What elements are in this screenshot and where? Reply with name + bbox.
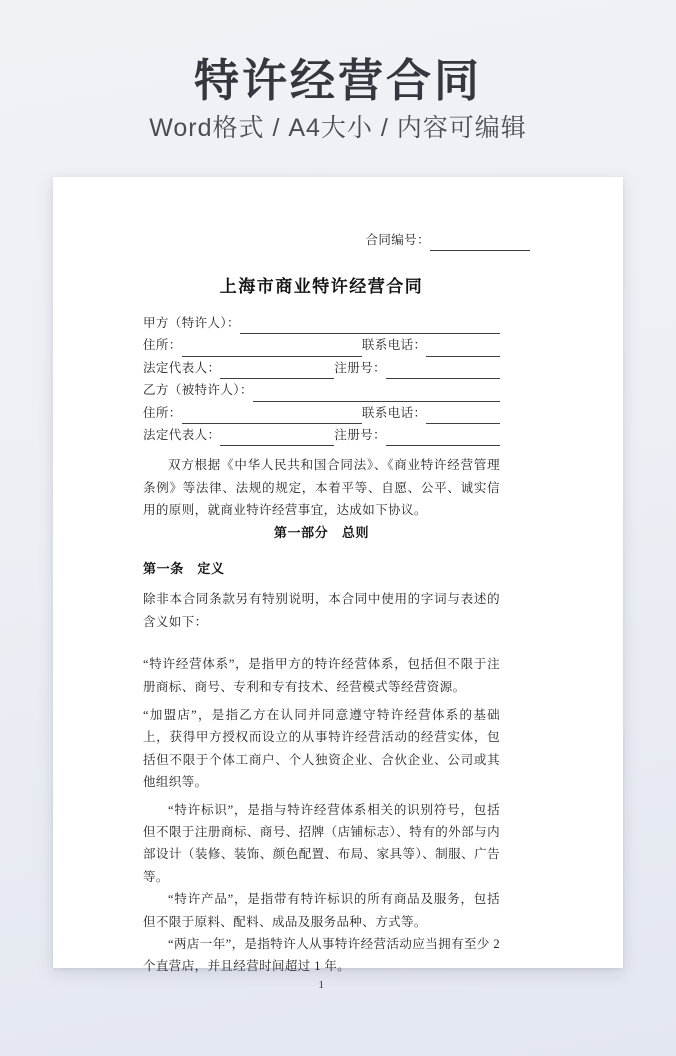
page-number: 1 [318,978,325,991]
address-blank-line [182,408,362,424]
party-a-label: 甲方（特许人）： [143,315,240,330]
form-row-legal-rep-b [143,424,500,446]
hero-title: 特许经营合同 [193,55,482,106]
registration-no-blank-line [386,430,500,446]
form-row-party-b [143,379,500,401]
registration-no-label: 注册号： [334,427,387,442]
parties-form [143,312,500,446]
document-content [53,177,623,992]
legal-rep-label: 法定代表人： [143,427,221,442]
phone-label: 联系电话： [361,405,427,420]
a4-document-page [53,177,623,991]
intro-paragraph: 双方根据《中华人民共和国合同法》、《商业特许经营管理条例》等法律、法规的规定，本着平等、自愿、公平、诚实信用的原则，就商业特许经营事宜，达成如下协议。 [143,458,500,518]
definition-two-stores-one-year: “两店一年”，是指特许人从事特许经营活动应当拥有至少 2 个直营店，并且经营时间超过 1 年。 [143,937,500,974]
legal-rep-label: 法定代表人： [143,360,221,375]
registration-no-blank-line [386,363,500,379]
definition-franchise-products: “特许产品”，是指带有特许标识的所有商品及服务，包括但不限于原料、配料、成品及服务品种、方式等。 [143,892,500,929]
contract-number-blank-line [430,235,530,251]
form-row-legal-rep-a [143,357,500,379]
form-row-address-b [143,402,500,424]
party-a-blank-line [240,318,500,334]
document-title: 上海市商业特许经营合同 [219,277,424,296]
hero-header [0,0,676,141]
article-heading: 第一条 定义 [143,560,225,576]
form-row-address-a [143,334,500,356]
definition-franchise-marks: “特许标识”，是指与特许经营体系相关的识别符号，包括但不限于注册商标、商号、招牌（店铺标志）、特有的外部与内部设计（装修、装饰、颜色配置、布局、家具等）、制服、广告等。 [143,802,500,884]
legal-rep-blank-line [220,430,334,446]
contract-number-row [143,229,530,251]
address-blank-line [182,341,362,357]
definition-franchise-store: “加盟店”，是指乙方在认同并同意遵守特许经营体系的基础上，获得甲方授权而设立的从事特许经营活动的经营实体，包括但不限于个体工商户、个人独资企业、合伙企业、公司或其他组织等。 [143,708,500,790]
address-label: 住所： [143,405,182,420]
phone-label: 联系电话： [361,338,427,353]
definition-franchise-system: “特许经营体系”，是指甲方的特许经营体系，包括但不限于注册商标、商号、专利和专有技术、经营模式等经营资源。 [143,657,500,694]
phone-blank-line [426,408,500,424]
definition-intro-paragraph: 除非本合同条款另有特别说明，本合同中使用的字词与表述的含义如下： [143,592,500,629]
address-label: 住所： [143,338,182,353]
form-row-party-a [143,312,500,334]
part-heading: 第一部分 总则 [273,524,370,540]
contract-number-label: 合同编号： [365,232,430,247]
party-b-blank-line [253,386,500,402]
phone-blank-line [426,341,500,357]
legal-rep-blank-line [220,363,334,379]
registration-no-label: 注册号： [334,360,387,375]
party-b-label: 乙方（被特许人）： [143,383,253,398]
hero-subtitle: Word格式 / A4大小 / 内容可编辑 [149,114,527,142]
